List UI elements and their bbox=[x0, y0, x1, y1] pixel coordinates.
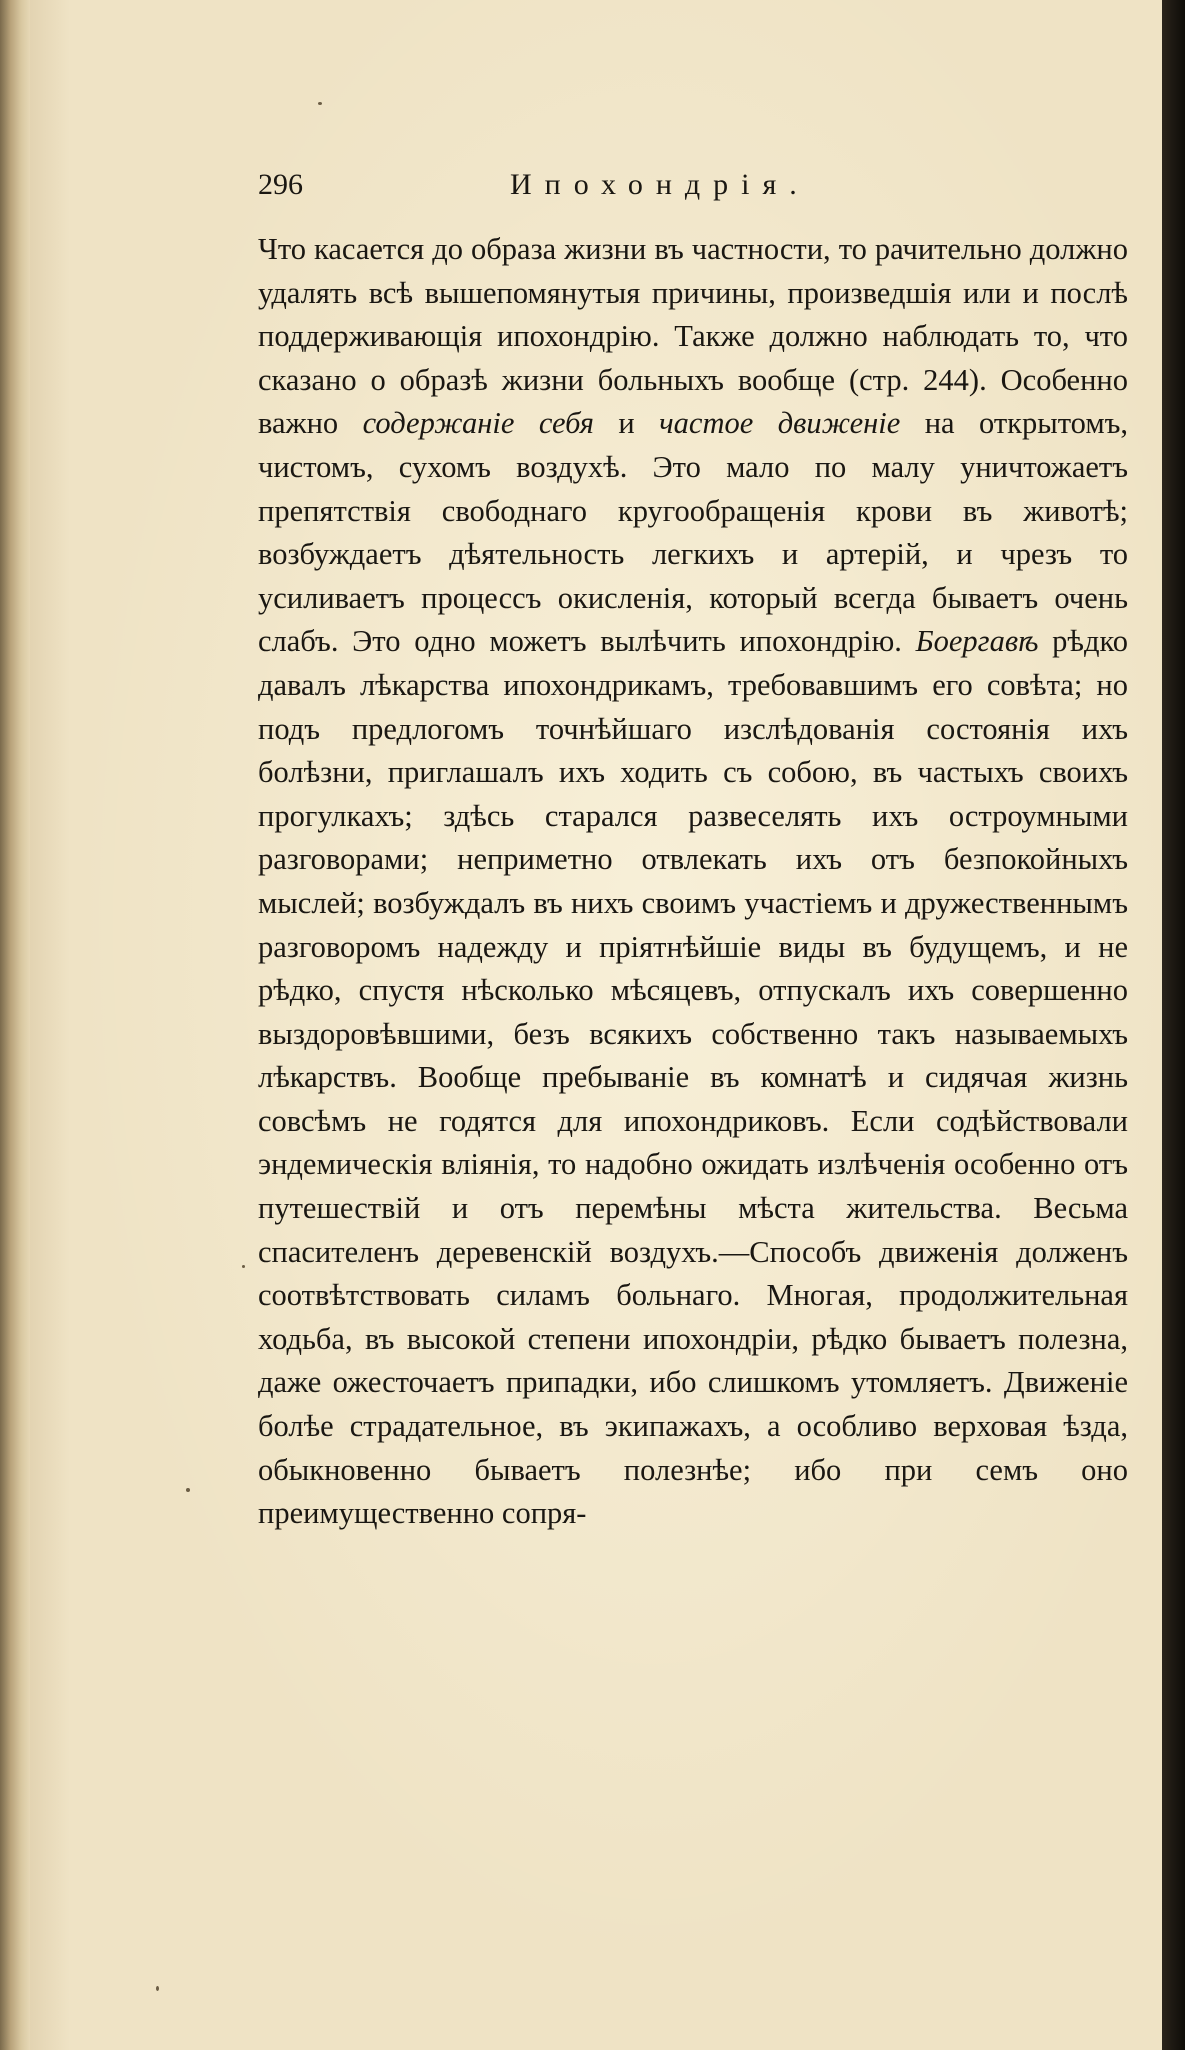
book-right-edge bbox=[1162, 0, 1185, 2050]
page-header bbox=[258, 168, 898, 212]
book-left-edge bbox=[0, 0, 30, 2050]
italic-phrase: частое движеніе bbox=[659, 406, 901, 441]
italic-name: Боергавѣ bbox=[915, 624, 1039, 659]
text-segment: Что касается до образа жизни въ частности, то рачительно должно удалять всѣ вышепомянутыя причины, произведшія или и послѣ поддерживающія ипохондрію. Также должно наблюдать то, что сказано о образѣ жизни больныхъ вообще (стр. 244). Особенно важно bbox=[258, 232, 1128, 441]
body-paragraph bbox=[258, 228, 1128, 1536]
paper-speck bbox=[318, 102, 322, 105]
italic-phrase: содержаніе себя bbox=[362, 406, 594, 441]
text-segment: рѣдко давалъ лѣкарства ипохондрикамъ, требовавшимъ его совѣта; но подъ предлогомъ точнѣйшаго изслѣдованія состоянія ихъ болѣзни, приглашалъ ихъ ходить съ собою, въ частыхъ своихъ прогулкахъ; здѣсь старался развеселять ихъ остроумными разговорами; неприметно отвлекать ихъ отъ безпокойныхъ мыслей; возбуждалъ въ нихъ своимъ участіемъ и дружественнымъ разговоромъ надежду и пріятнѣйшіе виды въ будущемъ, и не рѣдко, спустя нѣсколько мѣсяцевъ, отпускалъ ихъ совершенно выздоровѣвшими, безъ всякихъ собственно такъ называемыхъ лѣкарствъ. Вообще пребываніе въ комнатѣ и сидячая жизнь совсѣмъ не годятся для ипохондриковъ. Если содѣйствовали эндемическія вліянія, то надобно ожидать излѣченія особенно отъ путешествій и отъ перемѣны мѣста жительства. Весьма спасителенъ деревенскій воздухъ.—Способъ движенія долженъ соотвѣтствовать силамъ больнаго. Многая, продолжительная ходьба, въ высокой степени ипохондріи, рѣдко бываетъ полезна, даже ожесточаетъ припадки, ибо слишкомъ утомляетъ. Движеніе болѣе страдательное, въ экипажахъ, а особливо верховая ѣзда, обыкновенно бываетъ полезнѣе; ибо при семъ оно преимущественно сопря- bbox=[258, 624, 1128, 1531]
running-title: Ипохондрія. bbox=[510, 168, 810, 201]
page-number: 296 bbox=[258, 168, 303, 201]
paper-speck bbox=[186, 1488, 190, 1492]
paper-speck bbox=[156, 1986, 159, 1991]
paper-speck bbox=[242, 1265, 245, 1268]
text-segment: и bbox=[593, 406, 660, 441]
text-segment: на открытомъ, чистомъ, сухомъ воздухѣ. Это мало по малу уничтожаетъ препятствія свободнаго кругообращенія крови въ животѣ; возбуждаетъ дѣятельность легкихъ и артерій, и чрезъ то усиливаетъ процессъ окисленія, который всегда бываетъ очень слабъ. Это одно можетъ вылѣчить ипохондрію. bbox=[258, 406, 1129, 659]
